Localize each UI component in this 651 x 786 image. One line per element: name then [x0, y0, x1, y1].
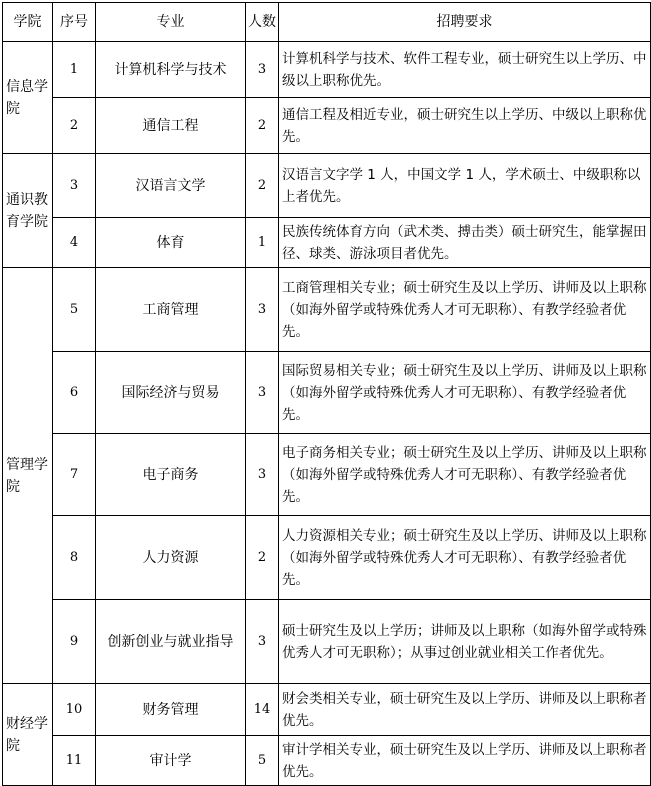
count-cell: 14	[246, 684, 279, 736]
seq-cell: 11	[53, 736, 96, 786]
college-cell: 信息学院	[3, 42, 53, 154]
table-row	[3, 352, 651, 434]
seq-cell: 9	[53, 600, 96, 684]
requirements-cell: 通信工程及相近专业，硕士研究生以上学历、中级以上职称优先。	[279, 98, 651, 154]
requirements-cell: 电子商务相关专业；硕士研究生及以上学历、讲师及以上职称（如海外留学或特殊优秀人才可无职称）、有教学经验者优先。	[279, 434, 651, 516]
count-cell: 1	[246, 218, 279, 268]
major-cell: 汉语言文学	[96, 154, 246, 218]
count-cell: 3	[246, 434, 279, 516]
count-cell: 3	[246, 42, 279, 98]
requirements-cell: 审计学相关专业，硕士研究生及以上学历、讲师及以上职称者优先。	[279, 736, 651, 786]
header-requirements: 招聘要求	[279, 3, 651, 42]
table-row	[3, 218, 651, 268]
requirements-cell: 民族传统体育方向（武术类、搏击类）硕士研究生，能掌握田径、球类、游泳项目者优先。	[279, 218, 651, 268]
seq-cell: 7	[53, 434, 96, 516]
count-cell: 3	[246, 352, 279, 434]
table-row	[3, 42, 651, 98]
header-seq: 序号	[53, 3, 96, 42]
seq-cell: 6	[53, 352, 96, 434]
count-cell: 3	[246, 268, 279, 352]
seq-cell: 8	[53, 516, 96, 600]
requirements-cell: 工商管理相关专业；硕士研究生及以上学历、讲师及以上职称（如海外留学或特殊优秀人才可无职称）、有教学经验者优先。	[279, 268, 651, 352]
seq-cell: 2	[53, 98, 96, 154]
seq-cell: 3	[53, 154, 96, 218]
seq-cell: 4	[53, 218, 96, 268]
header-row	[3, 3, 651, 42]
table-row	[3, 516, 651, 600]
college-cell: 管理学院	[3, 268, 53, 684]
major-cell: 国际经济与贸易	[96, 352, 246, 434]
major-cell: 工商管理	[96, 268, 246, 352]
count-cell: 3	[246, 600, 279, 684]
requirements-cell: 国际贸易相关专业；硕士研究生及以上学历、讲师及以上职称（如海外留学或特殊优秀人才可无职称）、有教学经验者优先。	[279, 352, 651, 434]
header-count: 人数	[246, 3, 279, 42]
requirements-cell: 财会类相关专业，硕士研究生及以上学历、讲师及以上职称者优先。	[279, 684, 651, 736]
requirements-cell: 汉语言文字学 1 人，中国文学 1 人，学术硕士、中级职称以上者优先。	[279, 154, 651, 218]
major-cell: 通信工程	[96, 98, 246, 154]
seq-cell: 10	[53, 684, 96, 736]
table-row	[3, 268, 651, 352]
seq-cell: 5	[53, 268, 96, 352]
table-row	[3, 600, 651, 684]
table-row	[3, 736, 651, 786]
table-row	[3, 434, 651, 516]
header-major: 专业	[96, 3, 246, 42]
major-cell: 创新创业与就业指导	[96, 600, 246, 684]
table-row	[3, 154, 651, 218]
requirements-cell: 计算机科学与技术、软件工程专业，硕士研究生以上学历、中级以上职称优先。	[279, 42, 651, 98]
header-college: 学院	[3, 3, 53, 42]
major-cell: 财务管理	[96, 684, 246, 736]
major-cell: 体育	[96, 218, 246, 268]
table-row	[3, 98, 651, 154]
count-cell: 2	[246, 154, 279, 218]
college-cell: 通识教育学院	[3, 154, 53, 268]
count-cell: 2	[246, 516, 279, 600]
count-cell: 5	[246, 736, 279, 786]
major-cell: 审计学	[96, 736, 246, 786]
recruitment-table	[2, 2, 651, 786]
requirements-cell: 硕士研究生及以上学历；讲师及以上职称（如海外留学或特殊优秀人才可无职称）；从事过创业就业相关工作者优先。	[279, 600, 651, 684]
major-cell: 电子商务	[96, 434, 246, 516]
major-cell: 人力资源	[96, 516, 246, 600]
count-cell: 2	[246, 98, 279, 154]
requirements-cell: 人力资源相关专业；硕士研究生及以上学历、讲师及以上职称（如海外留学或特殊优秀人才可无职称）、有教学经验者优先。	[279, 516, 651, 600]
seq-cell: 1	[53, 42, 96, 98]
table-row	[3, 684, 651, 736]
major-cell: 计算机科学与技术	[96, 42, 246, 98]
college-cell: 财经学院	[3, 684, 53, 786]
